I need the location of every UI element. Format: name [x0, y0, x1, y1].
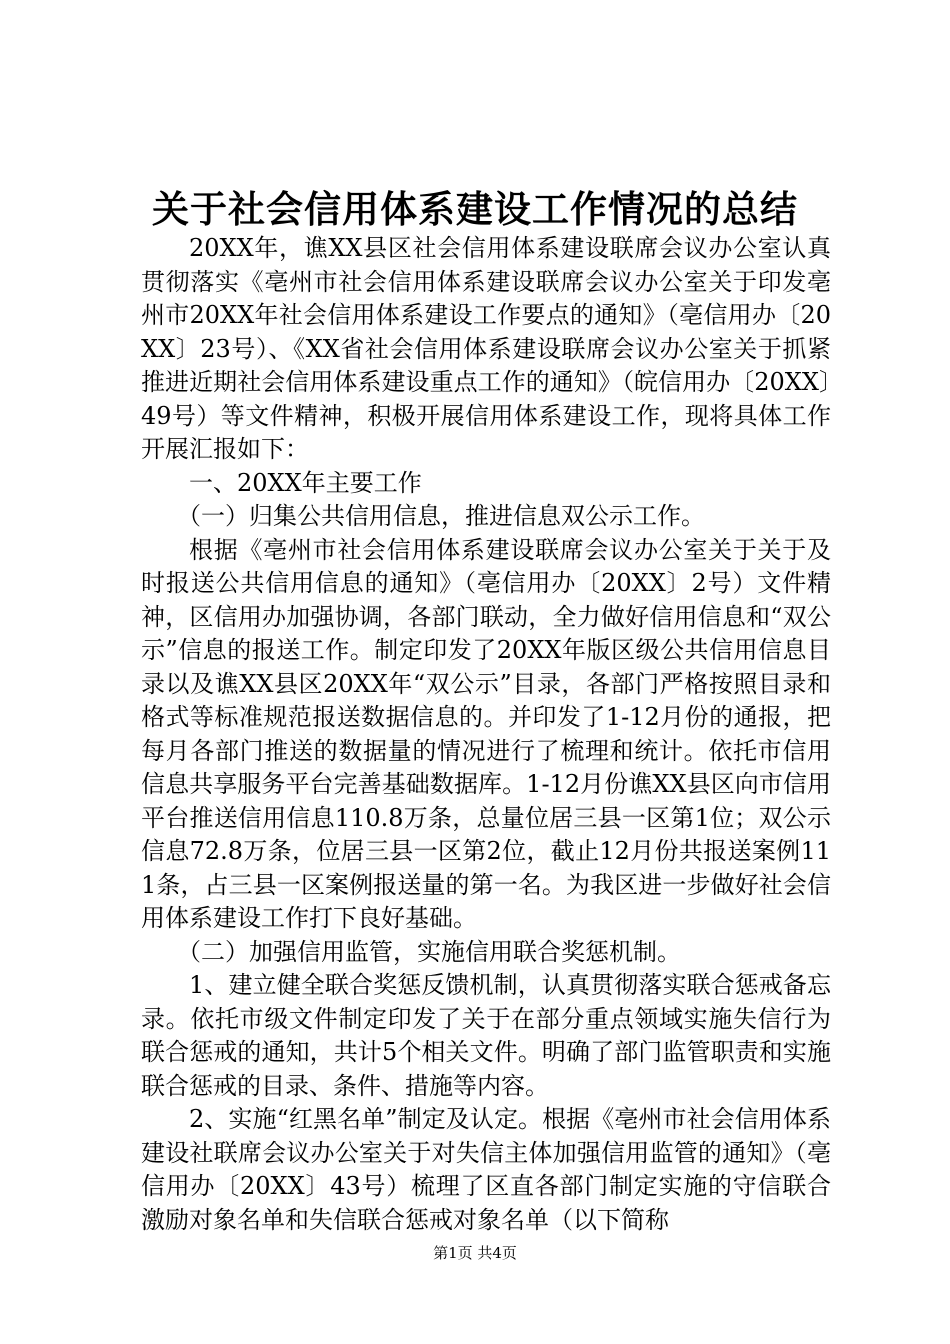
page-footer: 第1页 共4页 [433, 1244, 517, 1262]
heading-main-work: 一、20XX年主要工作 [189, 468, 422, 497]
document-title: 关于社会信用体系建设工作情况的总结 [152, 187, 798, 231]
subheading-credit-supervision: （二）加强信用监管，实施信用联合奖惩机制。 [177, 937, 681, 966]
document-body [141, 232, 831, 1237]
paragraph-feedback-mechanism: 1、建立健全联合奖惩反馈机制，认真贯彻落实联合惩戒备忘录。依托市级文件制定印发了关于在部分重点领域实施失信行为联合惩戒的通知，共计5个相关文件。明确了部门监管职责和实施联合惩戒的目录、条件、措施等内容。 [141, 971, 831, 1100]
paragraph-intro: 20XX年，谯XX县区社会信用体系建设联席会议办公室认真贯彻落实《亳州市社会信用体系建设联席会议办公室关于印发亳州市20XX年社会信用体系建设工作要点的通知》（亳信用办〔20XX〕23号）、《XX省社会信用体系建设联席会议办公室关于抓紧推进近期社会信用体系建设重点工作的通知》（皖信用办〔20XX〕49号）等文件精神，积极开展信用体系建设工作，现将具体工作开展汇报如下： [141, 234, 831, 463]
paragraph-red-black-list: 2、实施“红黑名单”制定及认定。根据《亳州市社会信用体系建设社联席会议办公室关于对失信主体加强信用监管的通知》（亳信用办〔20XX〕43号）梳理了区直各部门制定实施的守信联合激励对象名单和失信联合惩戒对象名单（以下简称 [141, 1105, 831, 1234]
subheading-credit-info: （一）归集公共信用信息，推进信息双公示工作。 [177, 502, 705, 530]
paragraph-credit-info: 根据《亳州市社会信用体系建设联席会议办公室关于关于及时报送公共信用信息的通知》（亳信用办〔20XX〕2号）文件精神，区信用办加强协调，各部门联动，全力做好信用信息和“双公示”信息的报送工作。制定印发了20XX年版区级公共信用信息目录以及谯XX县区20XX年“双公示”目录，各部门严格按照目录和格式等标准规范报送数据信息的。并印发了1-12月份的通报，把每月各部门推送的数据量的情况进行了梳理和统计。依托市信用信息共享服务平台完善基础数据库。1-12月份谯XX县区向市信用平台推送信用信息110.8万条，总量位居三县一区第1位；双公示信息72.8万条，位居三县一区第2位，截止12月份共报送案例111条，占三县一区案例报送量的第一名。为我区进一步做好社会信用体系建设工作打下良好基础。 [141, 535, 831, 932]
